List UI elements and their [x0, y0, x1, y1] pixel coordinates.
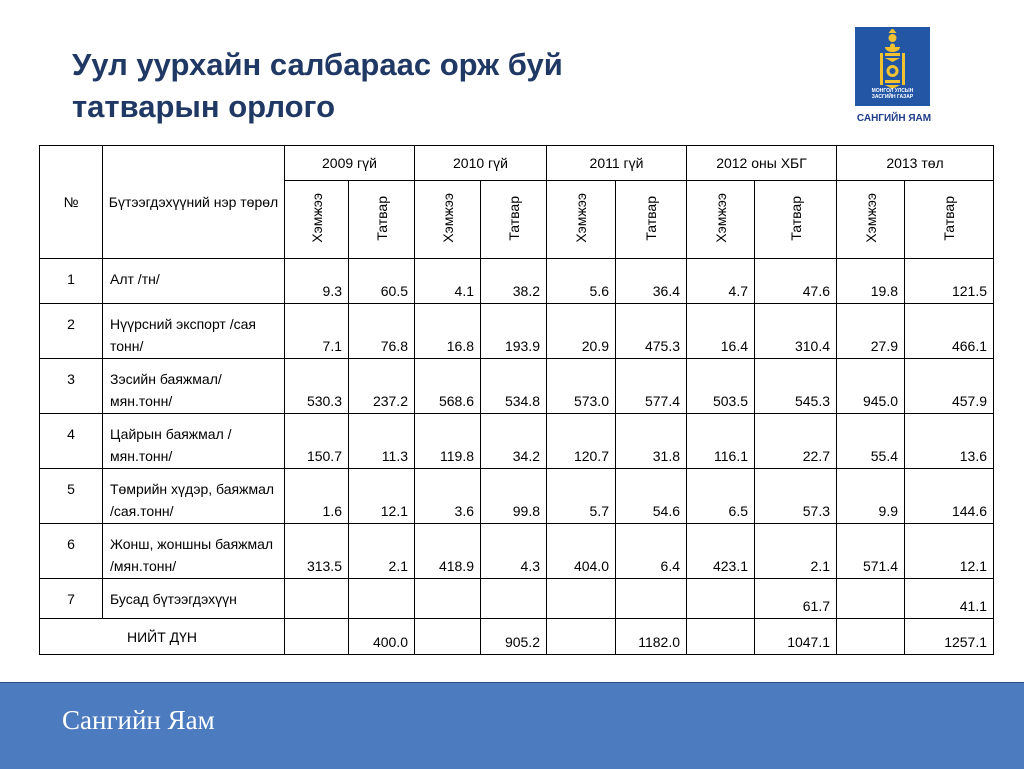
- total-empty-cell: [547, 619, 616, 655]
- volume-cell: 568.6: [415, 359, 481, 414]
- table-row: [40, 414, 994, 469]
- table-row: [40, 579, 994, 619]
- subheader-volume: Хэмжээ: [547, 181, 616, 259]
- product-name: Алт /тн/: [103, 259, 285, 304]
- subheader-tax: Татвар: [481, 181, 547, 259]
- volume-cell: 20.9: [547, 304, 616, 359]
- tax-cell: [349, 579, 415, 619]
- tax-cell: 61.7: [755, 579, 837, 619]
- tax-cell: 237.2: [349, 359, 415, 414]
- tax-cell: 577.4: [616, 359, 687, 414]
- subheader-volume: Хэмжээ: [415, 181, 481, 259]
- product-name: Төмрийн хүдэр, баяжмал /сая.тонн/: [103, 469, 285, 524]
- volume-cell: 16.8: [415, 304, 481, 359]
- total-2013: 1257.1: [905, 619, 994, 655]
- tax-cell: 12.1: [905, 524, 994, 579]
- mining-tax-table: [39, 145, 994, 655]
- volume-cell: [687, 579, 755, 619]
- volume-cell: 1.6: [285, 469, 349, 524]
- row-number: 1: [40, 259, 103, 304]
- subheader-tax: Татвар: [349, 181, 415, 259]
- tax-cell: 12.1: [349, 469, 415, 524]
- table-row: [40, 524, 994, 579]
- volume-cell: 5.7: [547, 469, 616, 524]
- total-empty-cell: [837, 619, 905, 655]
- tax-cell: 4.3: [481, 524, 547, 579]
- row-number: 2: [40, 304, 103, 359]
- volume-cell: 571.4: [837, 524, 905, 579]
- subheader-volume: Хэмжээ: [687, 181, 755, 259]
- volume-cell: 120.7: [547, 414, 616, 469]
- volume-cell: 313.5: [285, 524, 349, 579]
- tax-cell: 34.2: [481, 414, 547, 469]
- tax-cell: 475.3: [616, 304, 687, 359]
- volume-cell: 150.7: [285, 414, 349, 469]
- year-header-2011: 2011 гүй: [547, 146, 687, 181]
- volume-cell: 9.9: [837, 469, 905, 524]
- tax-cell: 60.5: [349, 259, 415, 304]
- tax-cell: 13.6: [905, 414, 994, 469]
- volume-cell: 404.0: [547, 524, 616, 579]
- volume-cell: 119.8: [415, 414, 481, 469]
- tax-cell: 534.8: [481, 359, 547, 414]
- tax-cell: 310.4: [755, 304, 837, 359]
- table-row: [40, 359, 994, 414]
- tax-cell: 41.1: [905, 579, 994, 619]
- total-2010: 905.2: [481, 619, 547, 655]
- total-empty-cell: [285, 619, 349, 655]
- volume-cell: [547, 579, 616, 619]
- volume-cell: [415, 579, 481, 619]
- tax-cell: 457.9: [905, 359, 994, 414]
- volume-cell: 116.1: [687, 414, 755, 469]
- total-2012: 1047.1: [755, 619, 837, 655]
- column-header-number: №: [40, 146, 103, 259]
- logo-text-line-2: ЗАСГИЙН ГАЗАР: [871, 94, 914, 100]
- table-row: [40, 304, 994, 359]
- volume-cell: 9.3: [285, 259, 349, 304]
- tax-cell: 38.2: [481, 259, 547, 304]
- volume-cell: 16.4: [687, 304, 755, 359]
- total-empty-cell: [687, 619, 755, 655]
- volume-cell: [837, 579, 905, 619]
- product-name: Зэсийн баяжмал/мян.тонн/: [103, 359, 285, 414]
- year-header-2009: 2009 гүй: [285, 146, 415, 181]
- tax-cell: [481, 579, 547, 619]
- year-header-2013: 2013 төл: [837, 146, 994, 181]
- total-label: НИЙТ ДҮН: [40, 619, 285, 655]
- volume-cell: 4.1: [415, 259, 481, 304]
- volume-cell: 3.6: [415, 469, 481, 524]
- title-line-2: татварын орлого: [72, 89, 336, 124]
- row-number: 7: [40, 579, 103, 619]
- product-name: Цайрын баяжмал /мян.тонн/: [103, 414, 285, 469]
- volume-cell: 4.7: [687, 259, 755, 304]
- total-row: [40, 619, 994, 655]
- year-header-2012: 2012 оны ХБГ: [687, 146, 837, 181]
- volume-cell: 945.0: [837, 359, 905, 414]
- tax-cell: 2.1: [755, 524, 837, 579]
- volume-cell: 573.0: [547, 359, 616, 414]
- title-line-1: Уул уурхайн салбараас орж буй: [72, 47, 563, 82]
- tax-cell: 76.8: [349, 304, 415, 359]
- total-2011: 1182.0: [616, 619, 687, 655]
- subheader-tax: Татвар: [616, 181, 687, 259]
- tax-cell: 121.5: [905, 259, 994, 304]
- government-emblem-logo: [855, 27, 930, 106]
- subheader-tax: Татвар: [755, 181, 837, 259]
- tax-cell: 6.4: [616, 524, 687, 579]
- table-row: [40, 469, 994, 524]
- volume-cell: 7.1: [285, 304, 349, 359]
- column-header-product: Бүтээгдэхүүний нэр төрөл: [103, 146, 285, 259]
- tax-cell: 466.1: [905, 304, 994, 359]
- logo-text-line-1: МОНГОЛ УЛСЫН: [871, 88, 914, 94]
- subheader-volume: Хэмжээ: [285, 181, 349, 259]
- volume-cell: [285, 579, 349, 619]
- volume-cell: 530.3: [285, 359, 349, 414]
- tax-cell: 99.8: [481, 469, 547, 524]
- product-name: Жонш, жоншны баяжмал /мян.тонн/: [103, 524, 285, 579]
- product-name: Бусад бүтээгдэхүүн: [103, 579, 285, 619]
- logo-caption: САНГИЙН ЯАМ: [856, 113, 932, 124]
- tax-cell: 11.3: [349, 414, 415, 469]
- tax-cell: [616, 579, 687, 619]
- tax-cell: 2.1: [349, 524, 415, 579]
- volume-cell: 27.9: [837, 304, 905, 359]
- total-empty-cell: [415, 619, 481, 655]
- row-number: 6: [40, 524, 103, 579]
- row-number: 4: [40, 414, 103, 469]
- subheader-volume: Хэмжээ: [837, 181, 905, 259]
- tax-cell: 47.6: [755, 259, 837, 304]
- product-name: Нүүрсний экспорт /сая тонн/: [103, 304, 285, 359]
- subheader-tax: Татвар: [905, 181, 994, 259]
- tax-cell: 545.3: [755, 359, 837, 414]
- row-number: 3: [40, 359, 103, 414]
- footer-ministry-name: Сангийн Яам: [62, 705, 215, 735]
- volume-cell: 503.5: [687, 359, 755, 414]
- volume-cell: 6.5: [687, 469, 755, 524]
- soyombo-icon: [855, 29, 930, 91]
- tax-cell: 57.3: [755, 469, 837, 524]
- page-title: [72, 44, 692, 128]
- table-row: [40, 259, 994, 304]
- year-header-2010: 2010 гүй: [415, 146, 547, 181]
- volume-cell: 5.6: [547, 259, 616, 304]
- tax-cell: 54.6: [616, 469, 687, 524]
- tax-cell: 193.9: [481, 304, 547, 359]
- footer-bar: [0, 682, 1024, 769]
- row-number: 5: [40, 469, 103, 524]
- volume-cell: 423.1: [687, 524, 755, 579]
- volume-cell: 418.9: [415, 524, 481, 579]
- tax-cell: 22.7: [755, 414, 837, 469]
- volume-cell: 55.4: [837, 414, 905, 469]
- volume-cell: 19.8: [837, 259, 905, 304]
- tax-cell: 36.4: [616, 259, 687, 304]
- tax-cell: 144.6: [905, 469, 994, 524]
- total-2009: 400.0: [349, 619, 415, 655]
- tax-cell: 31.8: [616, 414, 687, 469]
